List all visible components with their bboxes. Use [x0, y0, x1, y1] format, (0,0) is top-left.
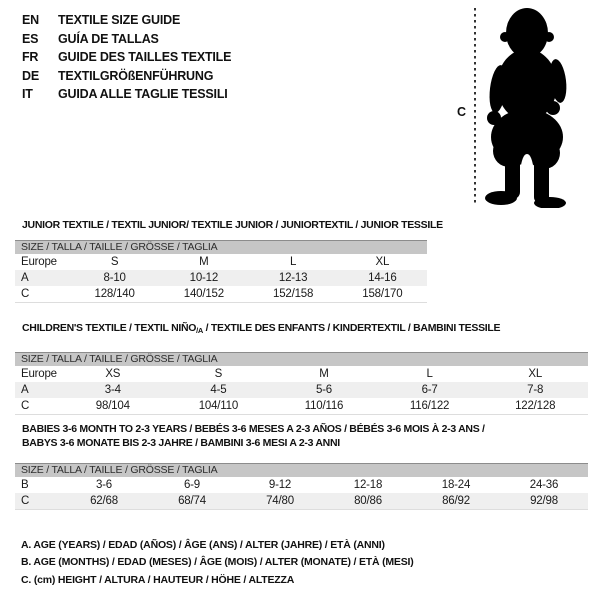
table-row — [15, 286, 427, 302]
language-code: ES — [22, 31, 39, 46]
table-title: CHILDREN'S TEXTILE / TEXTIL $NIÑO_{/A}$ / TEXTILE DES ENFANTS / KINDERTEXTIL / BAMBINI TESSILE — [22, 322, 501, 335]
size-cell: 18-24 — [441, 479, 471, 491]
row-label: B — [21, 479, 29, 491]
table-title-line-1: BABIES 3-6 MONTH TO 2-3 YEARS / BEBÉS 3-6 MESES A 2-3 AÑOS / BÉBÉS 3-6 MOIS À 2-3 ANS / — [22, 423, 485, 435]
row-label: A — [21, 272, 29, 284]
size-cell: 68/74 — [178, 494, 206, 507]
size-cell: 128/140 — [94, 287, 135, 300]
size-cell: 158/170 — [362, 287, 403, 300]
figure-area — [450, 0, 600, 220]
size-cell: 6-7 — [421, 384, 438, 396]
language-header — [22, 11, 231, 104]
size-cell: 6-9 — [183, 479, 201, 491]
language-row — [22, 48, 231, 67]
size-header-bar: SIZE / TALLA / TAILLE / GRÖSSE / TAGLIA — [15, 352, 588, 366]
footnote-a: A. AGE (YEARS) / EDAD (AÑOS) / ÂGE (ANS) / ALTER (JAHRE) / ETÀ (ANNI) — [21, 539, 385, 551]
language-code: EN — [22, 13, 39, 28]
language-label: TEXTILGRÖßENFÜHRUNG — [58, 68, 214, 83]
children-table-section — [15, 321, 588, 415]
junior-size-table — [15, 254, 427, 303]
language-row — [22, 85, 231, 104]
footnote-b: B. AGE (MONTHS) / EDAD (MESES) / ÂGE (MOIS) / ALTER (MONATE) / ETÀ (MESI) — [21, 556, 414, 569]
size-cell: 104/110 — [198, 399, 239, 412]
size-cell: 10-12 — [189, 272, 219, 284]
size-cell: 122/128 — [515, 399, 556, 412]
size-cell: M — [319, 368, 329, 380]
size-cell: 92/98 — [530, 494, 558, 507]
children-size-table — [15, 366, 588, 415]
table-row — [15, 477, 588, 493]
size-cell: 5-6 — [315, 384, 332, 396]
size-header-bar: SIZE / TALLA / TAILLE / GRÖSSE / TAGLIA — [15, 463, 588, 477]
table-row — [15, 366, 588, 382]
table-row — [15, 270, 427, 286]
language-label: GUIDE DES TAILLES TEXTILE — [58, 50, 232, 65]
language-code: FR — [22, 50, 39, 65]
row-label: C — [21, 287, 30, 300]
size-cell: 24-36 — [529, 479, 559, 491]
table-row — [15, 254, 427, 270]
size-cell: XL — [375, 256, 390, 268]
junior-table-section — [15, 218, 443, 303]
size-cell: 140/152 — [183, 287, 224, 300]
size-cell: XS — [105, 368, 121, 380]
size-cell: 110/116 — [304, 399, 344, 412]
size-cell: 7-8 — [527, 384, 544, 396]
size-cell: 98/104 — [95, 399, 130, 412]
language-code: DE — [22, 68, 39, 83]
size-cell: 3-6 — [95, 479, 113, 491]
row-label: Europe — [21, 256, 57, 268]
size-cell: L — [290, 256, 297, 268]
size-cell: S — [214, 368, 223, 380]
table-row — [15, 493, 588, 509]
table-title: JUNIOR TEXTILE / TEXTIL JUNIOR/ TEXTILE JUNIOR / JUNIORTEXTIL / JUNIOR TESSILE — [22, 219, 443, 231]
table-row — [15, 382, 588, 398]
babies-size-table — [15, 477, 588, 510]
size-cell: L — [426, 368, 433, 380]
language-row — [22, 11, 231, 30]
size-cell: XL — [528, 368, 543, 380]
size-cell: 74/80 — [266, 494, 294, 507]
size-cell: S — [110, 256, 119, 268]
row-label: Europe — [21, 368, 57, 380]
size-cell: 62/68 — [90, 494, 118, 507]
toddler-silhouette-icon — [481, 7, 571, 208]
size-cell: 152/158 — [273, 287, 314, 300]
size-cell: 86/92 — [442, 494, 470, 507]
height-measure-label: C — [457, 105, 467, 119]
language-label: GUÍA DE TALLAS — [58, 31, 159, 46]
size-cell: M — [199, 256, 209, 268]
height-dashed-line-icon — [474, 8, 476, 206]
size-cell: 80/86 — [354, 494, 382, 507]
language-label: GUIDA ALLE TAGLIE TESSILI — [58, 87, 228, 102]
table-title-line-2: BABYS 3-6 MONATE BIS 2-3 JAHRE / BAMBINI 3-6 MESI A 2-3 ANNI — [22, 437, 340, 449]
size-cell: 8-10 — [103, 272, 126, 284]
size-cell: 12-18 — [353, 479, 383, 491]
language-row — [22, 30, 231, 49]
footnotes — [21, 537, 414, 589]
footnote-c: C. (cm) HEIGHT / ALTURA / HAUTEUR / HÖHE / ALTEZZA — [21, 573, 295, 586]
size-cell: 4-5 — [210, 384, 227, 396]
size-cell: 3-4 — [104, 384, 121, 396]
size-cell: 116/122 — [409, 399, 450, 412]
row-label: C — [21, 494, 30, 507]
row-label: C — [21, 399, 30, 412]
size-header-bar: SIZE / TALLA / TAILLE / GRÖSSE / TAGLIA — [15, 240, 427, 254]
size-cell: 9-12 — [268, 479, 292, 491]
language-label: TEXTILE SIZE GUIDE — [58, 13, 181, 28]
row-label: A — [21, 384, 29, 396]
table-row — [15, 398, 588, 414]
babies-table-section — [15, 422, 588, 510]
language-code: IT — [22, 87, 33, 102]
language-row — [22, 67, 231, 86]
size-cell: 14-16 — [368, 272, 397, 284]
size-cell: 12-13 — [278, 272, 308, 284]
